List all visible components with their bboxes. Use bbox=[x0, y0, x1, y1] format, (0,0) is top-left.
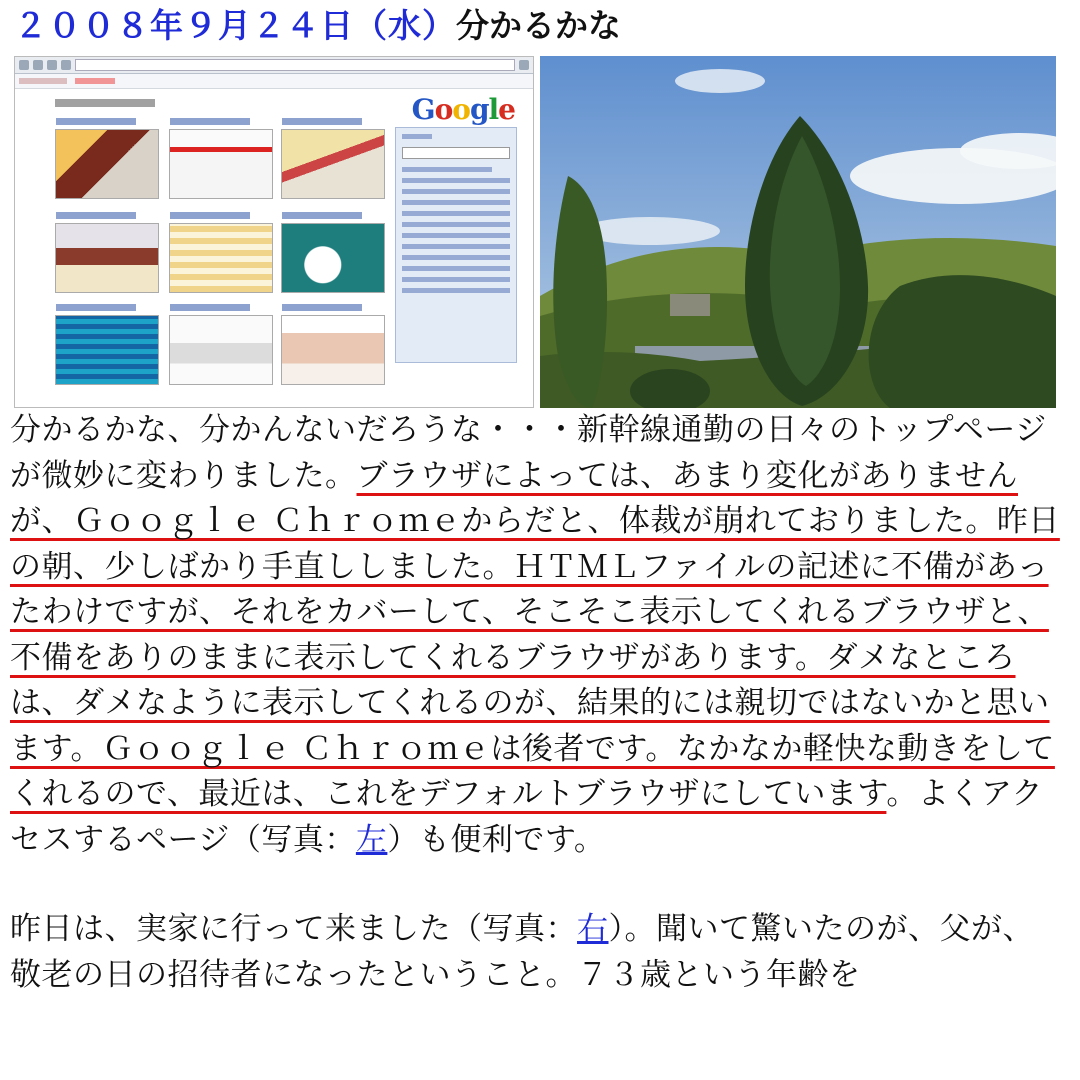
side-search-box bbox=[402, 147, 510, 159]
post-body bbox=[10, 408, 1060, 998]
post-date: ２００８年９月２４日（水） bbox=[14, 6, 456, 45]
bookmarks-side-panel bbox=[395, 127, 517, 363]
paragraph-1-end: ）も便利です。 bbox=[387, 821, 606, 858]
browser-toolbar bbox=[15, 57, 533, 74]
paragraph-1 bbox=[10, 408, 1060, 863]
landscape-photo bbox=[540, 56, 1056, 408]
speed-dial-thumbnail bbox=[55, 223, 159, 293]
reload-icon bbox=[47, 60, 57, 70]
underlined-passage: ブラウザによっては、あまり変化がありませんが、Ｇｏｏｇｌｅ Ｃｈｒｏｍｅからだと、体裁が崩れておりました。昨日の朝、少しばかり手直ししました。ＨＴＭＬファイルの記述に不備があったわけですが、それをカバーして、そこそこ表示してくれるブラウザと、不備をありのままに表示してくれるブラウザがあります。ダメなところは、ダメなように表示してくれるのが、結果的には親切ではないかと思います。Ｇｏｏｇｌｅ Ｃｈｒｏｍｅは後者です。なかなか軽快な動きをしてくれるので、最近は、これをデフォルトブラウザにしています bbox=[10, 457, 1060, 812]
bookmark-item bbox=[75, 78, 115, 84]
speed-dial-thumbnail bbox=[169, 129, 273, 199]
post-title: 分かるかな bbox=[456, 6, 621, 45]
speed-dial-label bbox=[55, 99, 155, 107]
paragraph-2-text: 昨日は、実家に行って来ました（写真： bbox=[10, 911, 577, 947]
speed-dial-thumbnail bbox=[281, 223, 385, 293]
speed-dial-thumbnail bbox=[281, 315, 385, 385]
star-icon bbox=[61, 60, 71, 70]
bookmark-item bbox=[19, 78, 67, 84]
speed-dial-thumbnail bbox=[55, 315, 159, 385]
google-logo: Google bbox=[411, 93, 515, 126]
paragraph-1-text: 。よくアクセスするページ（写真： bbox=[10, 776, 1043, 858]
photo-left-chrome-screenshot bbox=[14, 56, 534, 408]
photo-right-link[interactable]: 右 bbox=[577, 911, 609, 947]
forward-icon bbox=[33, 60, 43, 70]
photo-right-landscape bbox=[540, 56, 1056, 408]
paragraph-2-end: ）。聞いて驚いたのが、父が、敬老の日の招待者になったということ。７３歳という年齢を bbox=[10, 911, 1034, 993]
page-menu-icon bbox=[519, 60, 529, 70]
photo-left-link[interactable]: 左 bbox=[355, 821, 388, 858]
address-bar bbox=[75, 59, 515, 71]
paragraph-2 bbox=[10, 907, 1060, 998]
speed-dial-thumbnail bbox=[169, 315, 273, 385]
back-icon bbox=[19, 60, 29, 70]
post-title-row bbox=[14, 4, 621, 48]
speed-dial-thumbnail bbox=[281, 129, 385, 199]
speed-dial-thumbnail bbox=[169, 223, 273, 293]
bookmark-bar bbox=[15, 74, 533, 89]
speed-dial-thumbnail bbox=[55, 129, 159, 199]
paragraph-1-intro: 分かるかな、分かんないだろうな・・・新幹線通勤の日々のトップページが微妙に変わりました。 bbox=[10, 412, 1047, 494]
